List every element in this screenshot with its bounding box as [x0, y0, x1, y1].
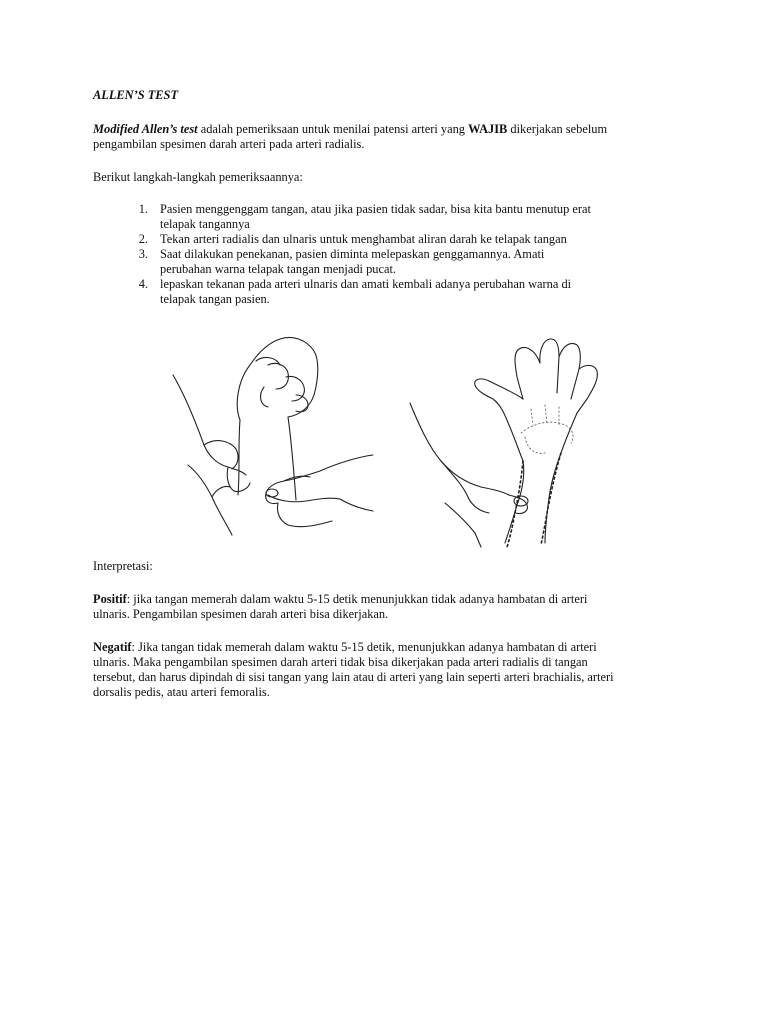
intro-paragraph: [93, 122, 607, 137]
step-text: telapak tangan pasien.: [160, 292, 270, 306]
examiner-hand-left: [173, 375, 246, 475]
positive-label: Positif: [93, 592, 127, 606]
illustration-open-palm: [405, 333, 620, 548]
palm-thumb: [475, 379, 523, 425]
negative-line-1: [93, 640, 597, 655]
step-text: Pasien menggenggam tangan, atau jika pasien tidak sadar, bisa kita bantu menutup erat: [160, 202, 591, 216]
step-number: 2.: [138, 232, 148, 246]
palm-fingers: [540, 339, 559, 393]
intro-text-a: adalah pemeriksaan untuk menilai patensi arteri yang: [197, 122, 469, 136]
step-text: perubahan warna telapak tangan menjadi pucat.: [160, 262, 397, 276]
illustration-wrist-compression: [168, 325, 378, 550]
step-text: Tekan arteri radialis dan ulnaris untuk menghambat aliran darah ke telapak tangan: [160, 232, 567, 246]
step-number: 1.: [138, 202, 148, 216]
positive-text: : jika tangan memerah dalam waktu 5-15 detik menunjukkan tidak adanya hambatan di arteri: [126, 592, 588, 606]
examiner-hand-right: [266, 455, 373, 504]
steps-heading: Berikut langkah-langkah pemeriksaannya:: [93, 170, 303, 184]
negative-line-3: tersebut, dan harus dipindah di sisi tangan yang lain atau di arteri yang lain seperti arteri brachialis, arteri: [93, 670, 614, 684]
negative-line-2: ulnaris. Maka pengambilan spesimen darah arteri tidak bisa dikerjakan pada arteri radialis di tangan: [93, 655, 588, 669]
interpretation-heading: Interpretasi:: [93, 559, 153, 573]
examiner-hand: [410, 403, 509, 495]
page-title: ALLEN’S TEST: [93, 88, 179, 102]
intro-text-b: dikerjakan sebelum: [507, 122, 608, 136]
step-text: Saat dilakukan penekanan, pasien diminta melepaskan genggamannya. Amati: [160, 247, 545, 261]
intro-line-2: pengambilan spesimen darah arteri pada arteri radialis.: [93, 137, 365, 151]
negative-label: Negatif: [93, 640, 132, 654]
step-number: 3.: [138, 247, 148, 261]
negative-line-4: dorsalis pedis, atau arteri femoralis.: [93, 685, 270, 699]
intro-emphasis: WAJIB: [468, 122, 508, 136]
step-number: 4.: [138, 277, 148, 291]
positive-line-2: ulnaris. Pengambilan spesimen darah arteri bisa dikerjakan.: [93, 607, 389, 621]
negative-text: : Jika tangan tidak memerah dalam waktu 5-15 detik, menunjukkan adanya hambatan di arteri: [131, 640, 597, 654]
ulnar-artery: [541, 453, 561, 545]
step-text: lepaskan tekanan pada arteri ulnaris dan amati kembali adanya perubahan warna di: [160, 277, 572, 291]
positive-line-1: [93, 592, 587, 607]
intro-term: Modified Allen’s test: [93, 122, 198, 136]
patient-fist: [237, 338, 318, 421]
step-text: telapak tangannya: [160, 217, 250, 231]
